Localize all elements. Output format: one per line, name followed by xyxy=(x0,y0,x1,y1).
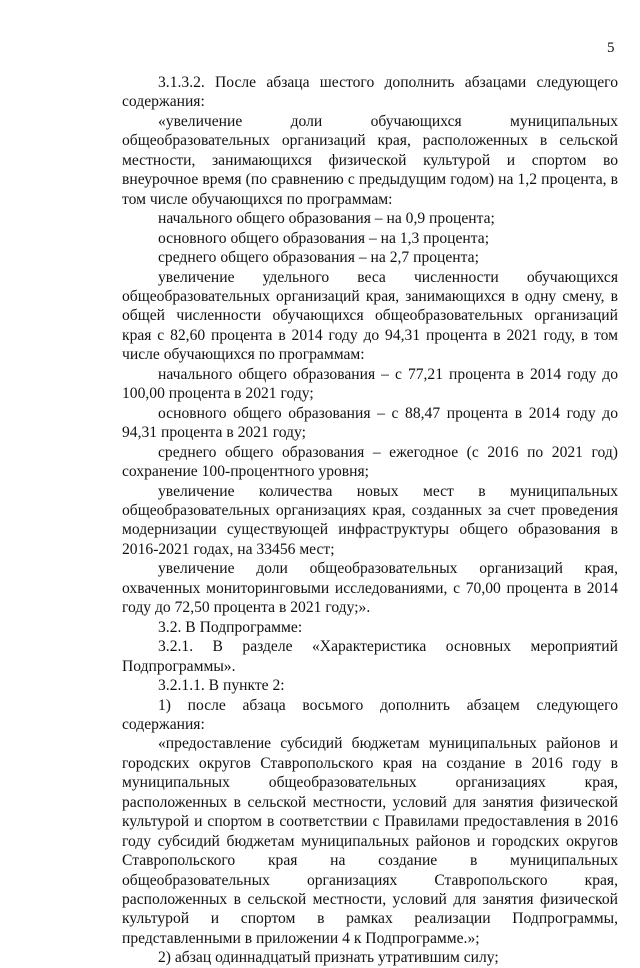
paragraph: 1) после абзаца восьмого дополнить абзацем следующего содержания: xyxy=(122,696,618,733)
paragraph: увеличение доли общеобразовательных организаций края, охваченных мониторинговыми исследованиями, с 70,00 процента в 2014 году до 72,50 процента в 2021 году;». xyxy=(122,560,618,617)
paragraph: начального общего образования – с 77,21 процента в 2014 году до 100,00 процента в 2021 году; xyxy=(122,365,618,403)
paragraph: увеличение количества новых мест в муниципальных общеобразовательных организациях края, созданных за счет проведения модернизации существующей инфраструктуры общего образования в 2016-2021 годах, на 33456 мест; xyxy=(122,482,618,558)
paragraph: 3.2.1. В разделе «Характеристика основных мероприятий Подпрограммы». xyxy=(122,638,618,675)
paragraph: 2) абзац одиннадцатый признать утратившим силу; xyxy=(158,949,499,967)
paragraph: 3.2.1.1. В пункте 2: xyxy=(158,677,285,695)
paragraph: «предоставление субсидий бюджетам муниципальных районов и городских округов Ставропольского края на создание в 2016 году в муниципальных общеобразовательных организациях края, расположенных в сельской местности, условий для занятия физической культурой и спортом в соответствии с Правилами предоставления в 2016 году субсидий бюджетам муниципальных районов и городских округов Ставропольского края на создание в муниципальных общеобразовательных организациях Ставропольского края, расположенных в сельской местности, условий для занятия физической культурой и спортом в рамках реализации Подпрограммы, представленными в приложении 4 к Подпрограмме.»; xyxy=(122,735,618,947)
paragraph: 3.1.3.2. После абзаца шестого дополнить абзацами следующего содержания: xyxy=(122,74,618,111)
paragraph: увеличение удельного веса численности обучающихся общеобразовательных организаций края, занимающихся в одну смену, в общей численности обучающихся общеобразовательных организаций края с 82,60 процента в 2014 году до 94,31 процента в 2021 году, в том числе обучающихся по программам: xyxy=(122,268,618,364)
page-number: 5 xyxy=(607,40,615,56)
paragraph: «увеличение доли обучающихся муниципальных общеобразовательных организаций края, расположенных в сельской местности, занимающихся физической культурой и спортом во внеурочное время (по сравнению с предыдущим годом) на 1,2 процента, в том числе обучающихся по программам: xyxy=(122,112,618,208)
paragraph: основного общего образования – на 1,3 процента; xyxy=(158,229,490,247)
paragraph: 3.2. В Подпрограмме: xyxy=(158,618,303,636)
document-body xyxy=(122,73,618,968)
paragraph: начального общего образования – на 0,9 процента; xyxy=(158,210,495,228)
paragraph: основного общего образования – с 88,47 процента в 2014 году до 94,31 процента в 2021 году; xyxy=(122,404,618,442)
paragraph: среднего общего образования – на 2,7 процента; xyxy=(158,249,479,267)
paragraph: среднего общего образования – ежегодное (с 2016 по 2021 год) сохранение 100-процентного уровня; xyxy=(122,443,618,481)
